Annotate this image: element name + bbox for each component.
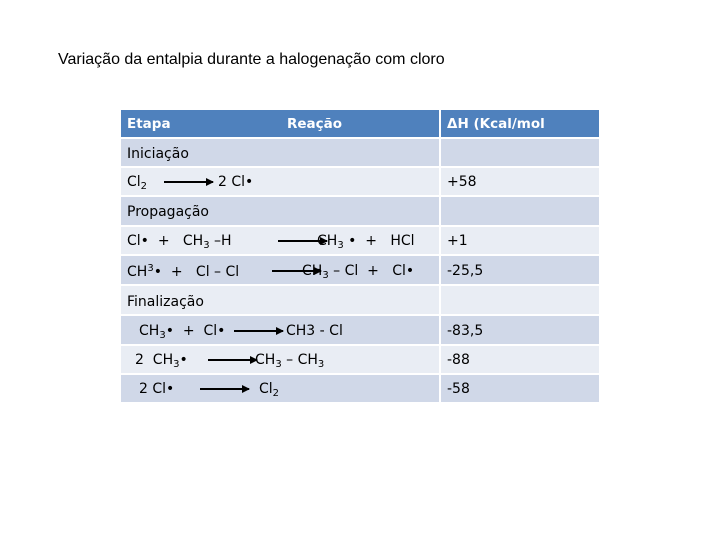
reactants: 2 Cl• bbox=[139, 381, 175, 397]
table-row bbox=[121, 227, 599, 254]
section-label: Finalização bbox=[127, 294, 204, 310]
delta-h-value: -58 bbox=[447, 381, 470, 397]
reaction-arrow-icon bbox=[207, 354, 259, 366]
reaction-arrow-icon bbox=[233, 325, 285, 337]
delta-h-value: +1 bbox=[447, 233, 468, 249]
table-row bbox=[121, 316, 599, 344]
reactants: $CH^3• + Cl - Cl$ bbox=[127, 263, 240, 280]
reactants: $CH_3•$ + Cl• bbox=[139, 323, 226, 341]
page-title: Variação da entalpia durante a halogenação com cloro bbox=[58, 51, 445, 68]
delta-h-value: -25,5 bbox=[447, 263, 484, 279]
table-row bbox=[121, 375, 599, 402]
products: $CH_3 - CH_3$ bbox=[255, 352, 325, 370]
reactants: Cl• + $CH_3$ –H bbox=[127, 233, 232, 251]
section-label: Propagação bbox=[127, 204, 209, 220]
delta-h-value: +58 bbox=[447, 174, 477, 190]
section-row-propagacao bbox=[121, 197, 599, 225]
products: $Cl_2$ bbox=[259, 381, 280, 399]
section-label: Iniciação bbox=[127, 146, 189, 162]
enthalpy-table bbox=[121, 110, 599, 402]
table-row bbox=[121, 168, 599, 195]
header-delta-h: ΔH (Kcal/mol bbox=[447, 116, 545, 132]
delta-h-value: -83,5 bbox=[447, 323, 484, 339]
products: $CH_3$ – Cl + Cl• bbox=[302, 263, 415, 281]
header-reacao: Reação bbox=[287, 116, 343, 132]
table-row bbox=[121, 346, 599, 373]
reaction-arrow-icon bbox=[199, 383, 251, 395]
table-header-row bbox=[121, 110, 599, 137]
products: CH3 - Cl bbox=[286, 323, 343, 339]
products: 2 Cl• bbox=[218, 174, 254, 190]
delta-h-value: -88 bbox=[447, 352, 470, 368]
products: $CH_3$ • + HCl bbox=[317, 233, 415, 251]
section-row-iniciacao bbox=[121, 139, 599, 166]
reactants: $Cl_2$ bbox=[127, 174, 148, 192]
reaction-arrow-icon bbox=[163, 176, 215, 188]
section-row-finalizacao bbox=[121, 286, 599, 314]
header-etapa: Etapa bbox=[127, 116, 171, 132]
table-row bbox=[121, 256, 599, 284]
reactants: 2 $CH_3•$ bbox=[135, 352, 188, 370]
